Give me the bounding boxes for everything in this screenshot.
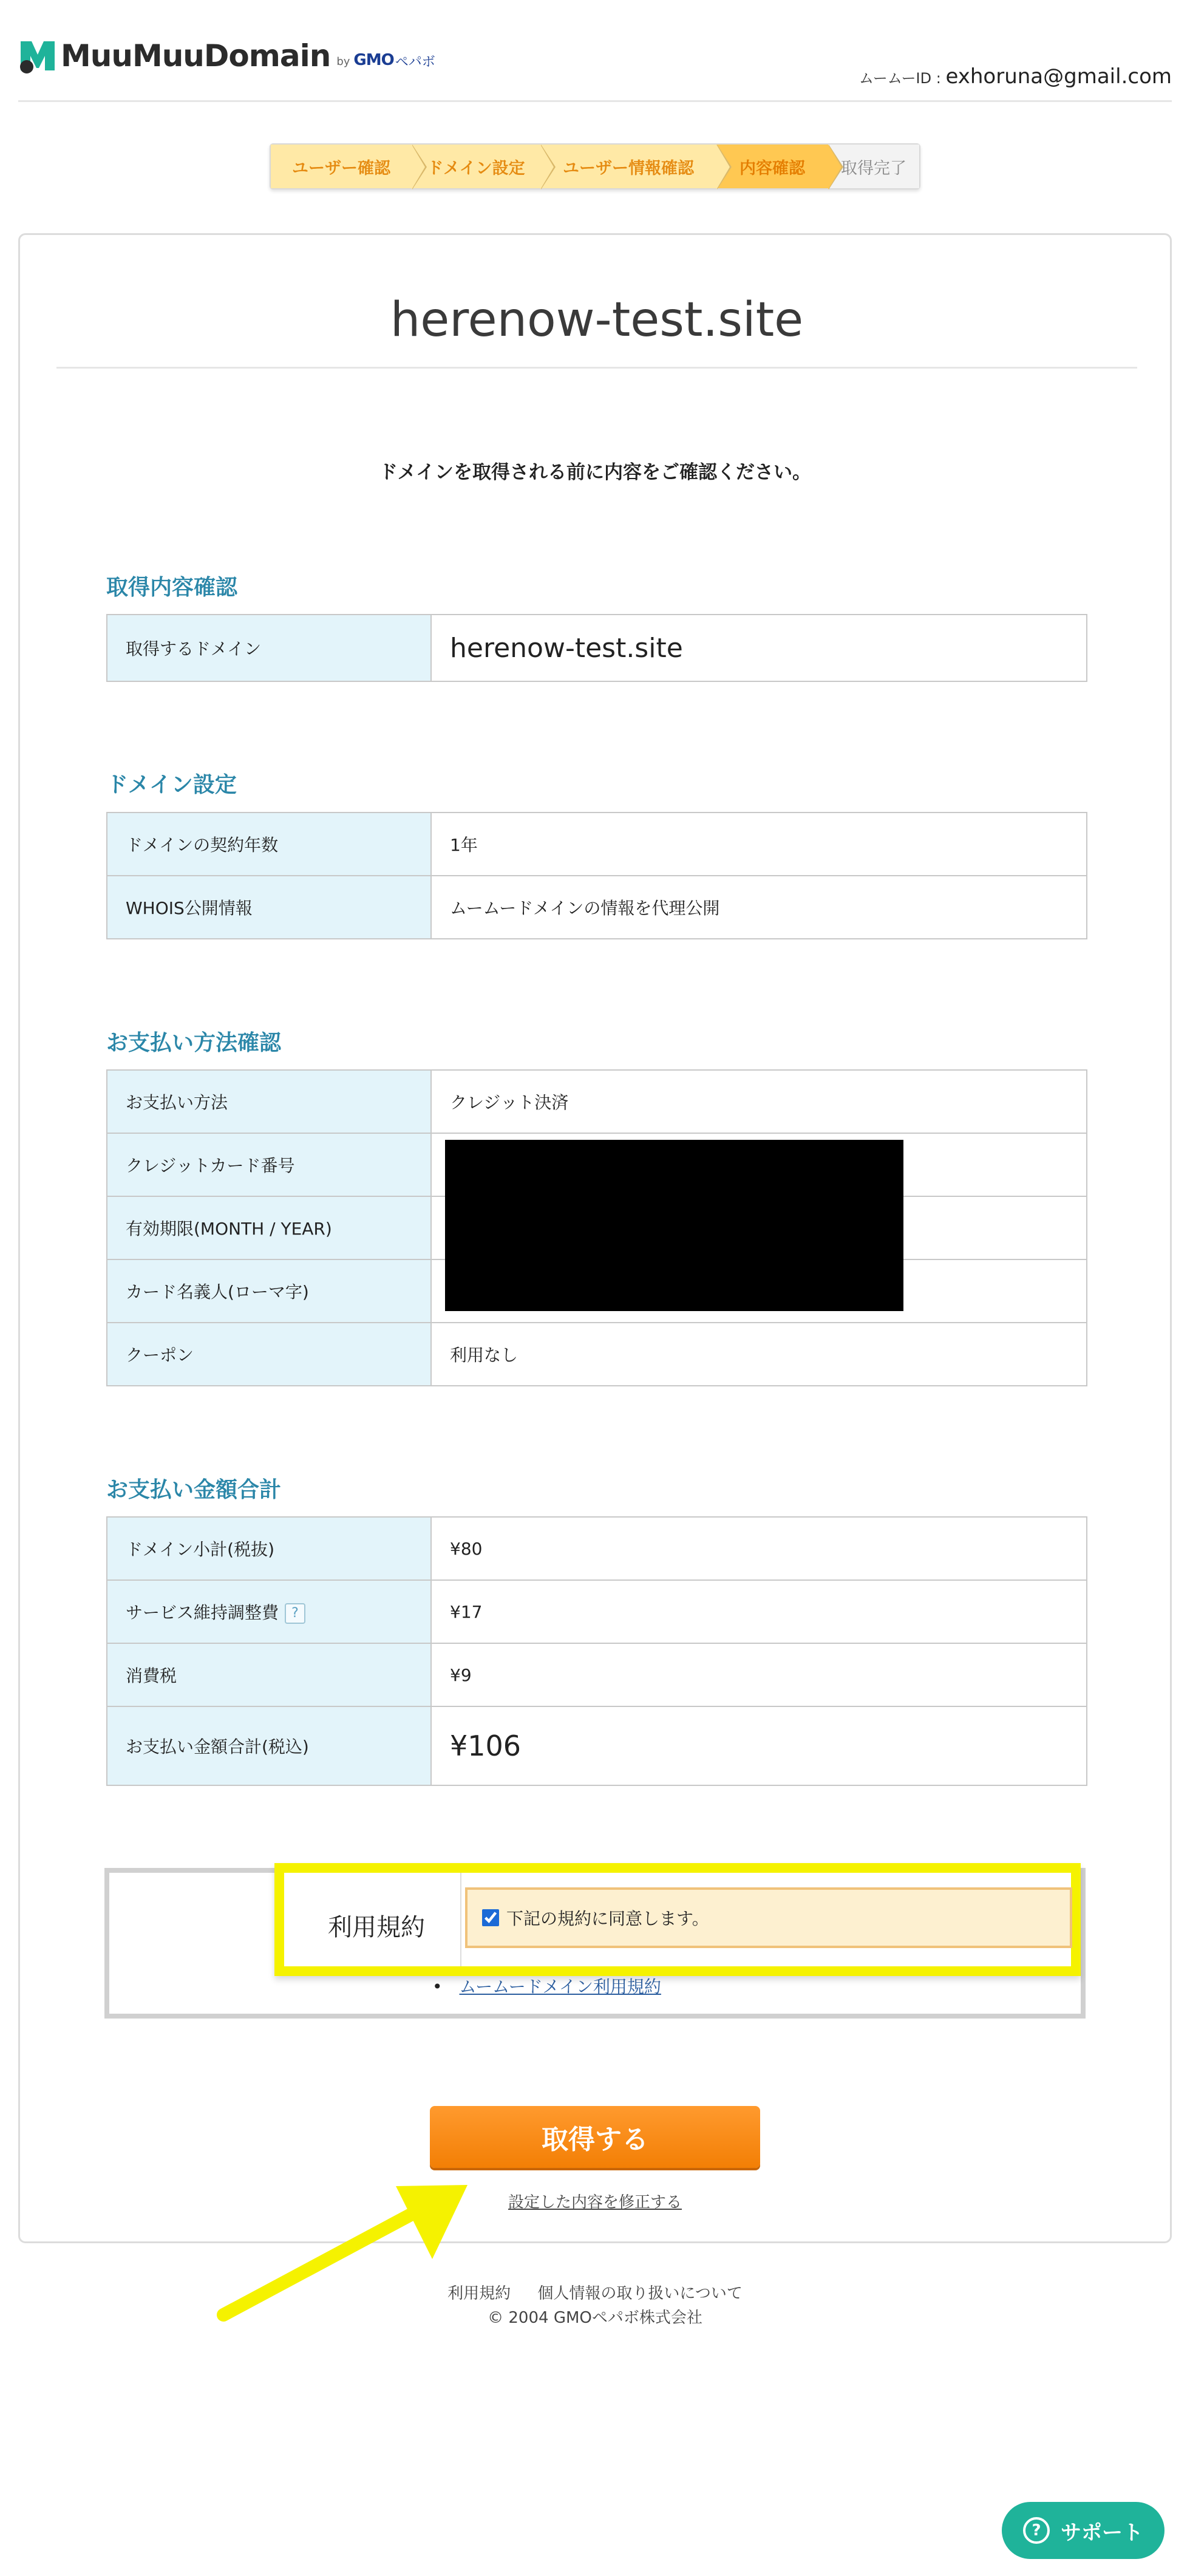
brand-gmo: GMO	[353, 51, 394, 69]
row-label-with-help	[107, 1580, 431, 1643]
acquisition-table	[106, 614, 1087, 682]
row-value: ムームードメインの情報を代理公開	[431, 876, 1087, 939]
step-label: ドメイン設定	[427, 158, 525, 178]
row-value: herenow-test.site	[431, 615, 1087, 681]
row-label: カード名義人(ローマ字)	[107, 1259, 431, 1323]
row-label: 取得するドメイン	[107, 615, 431, 681]
terms-agree-box[interactable]	[465, 1887, 1072, 1948]
muumuu-logo-icon	[18, 36, 57, 75]
footer-link-terms[interactable]: 利用規約	[447, 2285, 511, 2303]
table-row	[107, 1706, 1087, 1785]
copyright: © 2004 GMOペパボ株式会社	[488, 2309, 702, 2327]
row-value: クレジット決済	[431, 1070, 1087, 1133]
help-circle-icon: ?	[1023, 2517, 1050, 2544]
footer-links	[0, 2281, 1190, 2303]
row-value: 利用なし	[431, 1323, 1087, 1386]
row-label: ドメインの契約年数	[107, 813, 431, 876]
terms-divider	[460, 1873, 461, 1966]
step-label: ユーザー確認	[292, 158, 390, 178]
row-value: 1年	[431, 813, 1087, 876]
row-label: お支払い金額合計(税込)	[107, 1706, 431, 1785]
help-icon[interactable]: ?	[285, 1603, 305, 1624]
step-label: 取得完了	[841, 158, 906, 178]
step-label: ユーザー情報確認	[563, 158, 694, 178]
table-row	[107, 1580, 1087, 1643]
table-row	[107, 876, 1087, 939]
progress-steps	[270, 143, 920, 189]
row-label: サービス維持調整費	[126, 1603, 279, 1623]
step-label: 内容確認	[739, 158, 805, 178]
row-label: クーポン	[107, 1323, 431, 1386]
row-label: お支払い方法	[107, 1070, 431, 1133]
table-row	[107, 1070, 1087, 1133]
terms-agree-label: 下記の規約に同意します。	[506, 1909, 709, 1929]
terms-agree-checkbox[interactable]	[482, 1909, 499, 1926]
step-content-confirm	[716, 145, 828, 188]
step-domain-settings	[412, 145, 540, 188]
row-value: ¥80	[431, 1517, 1087, 1580]
step-user-info-confirm	[540, 145, 716, 188]
confirm-notice: ドメインを取得される前に内容をご確認ください。	[378, 462, 812, 483]
row-value-total: ¥106	[431, 1706, 1087, 1785]
brand-name: MuuMuuDomain	[61, 38, 331, 73]
page-title-domain: herenow-test.site	[56, 278, 1137, 369]
table-row	[107, 1643, 1087, 1706]
user-id-value: exhoruna@gmail.com	[945, 64, 1172, 89]
edit-settings-link[interactable]: 設定した内容を修正する	[508, 2193, 682, 2212]
brand-gmo-kana: ペパボ	[395, 54, 435, 70]
terms-link[interactable]: • ムームードメイン利用規約	[432, 1974, 661, 1998]
redaction-block	[445, 1140, 903, 1311]
row-label: 消費税	[107, 1643, 431, 1706]
terms-highlight-annotation	[274, 1863, 1081, 1976]
muumuu-logo[interactable]	[18, 32, 435, 80]
row-value: ¥17	[431, 1580, 1087, 1643]
domain-settings-table	[106, 812, 1087, 939]
table-row	[107, 813, 1087, 876]
site-header	[18, 24, 1172, 102]
section-title-payment-method: お支払い方法確認	[106, 1031, 282, 1055]
section-title-acquisition: 取得内容確認	[106, 575, 238, 600]
row-label: ドメイン小計(税抜)	[107, 1517, 431, 1580]
table-row	[107, 615, 1087, 681]
brand-by: by	[336, 55, 350, 68]
row-value: ¥9	[431, 1643, 1087, 1706]
support-button[interactable]	[1002, 2502, 1164, 2559]
row-label: クレジットカード番号	[107, 1133, 431, 1196]
row-label: WHOIS公開情報	[107, 876, 431, 939]
step-user-confirm	[271, 145, 412, 188]
row-label: 有効期限(MONTH / YEAR)	[107, 1196, 431, 1259]
table-row	[107, 1517, 1087, 1580]
support-label: サポート	[1061, 2520, 1143, 2545]
section-title-domain-settings: ドメイン設定	[106, 772, 237, 797]
table-row	[107, 1323, 1087, 1386]
section-title-payment-total: お支払い金額合計	[106, 1477, 282, 1502]
user-id-label: ムームーID :	[858, 70, 946, 87]
acquire-button[interactable]: 取得する	[430, 2106, 760, 2168]
payment-total-table	[106, 1516, 1087, 1786]
user-id-display	[859, 64, 1172, 89]
footer-link-privacy[interactable]: 個人情報の取り扱いについて	[537, 2285, 743, 2303]
terms-label: 利用規約	[328, 1913, 425, 1941]
